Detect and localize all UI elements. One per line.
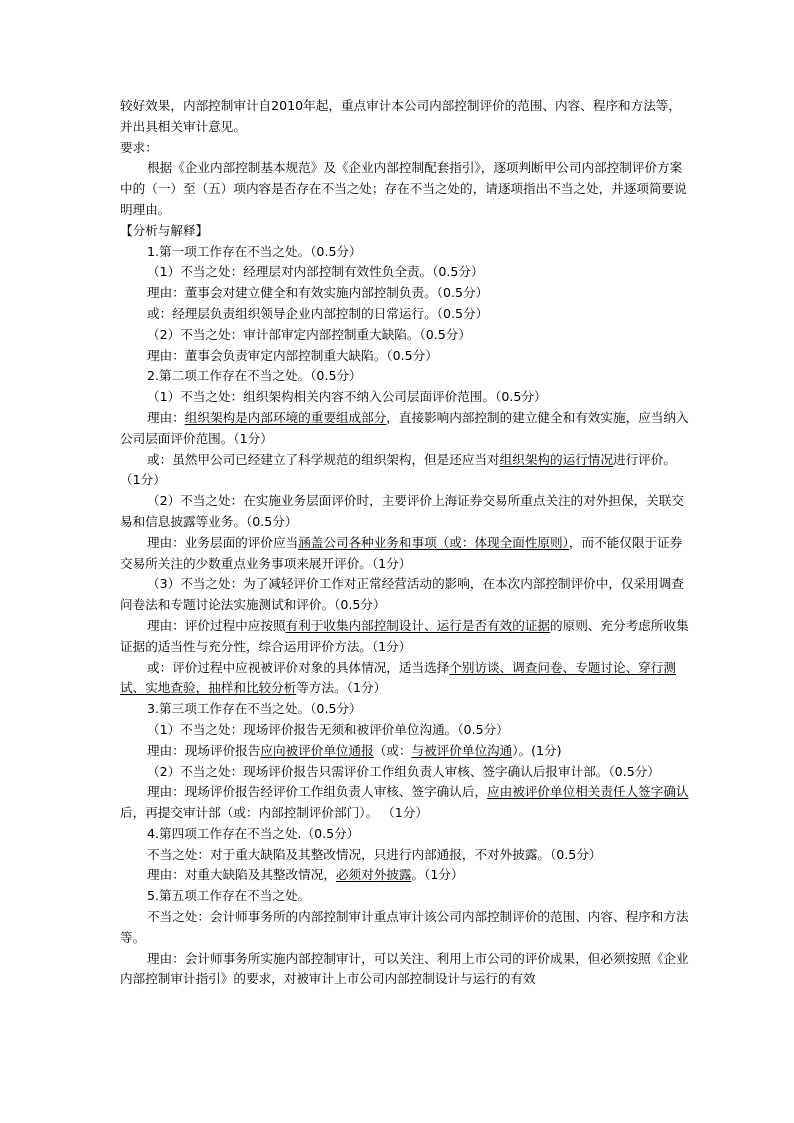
- paragraph-text: 5.第五项工作存在不当之处。: [147, 888, 311, 904]
- underlined-text: 组织架构是内部环境的重要组成部分: [184, 409, 387, 425]
- paragraph-text: 或：虽然甲公司已经建立了科学规范的组织架构，但是还应当对: [147, 451, 500, 467]
- paragraph: [120, 262, 690, 283]
- paragraph: [120, 408, 690, 450]
- paragraph-text: 进行评价。（1分）: [120, 451, 676, 488]
- paragraph-text: （2）不当之处：现场评价报告只需评价工作组负责人审核、签字确认后报审计部。（0.5分）: [147, 763, 660, 779]
- paragraph-text: 不当之处：会计师事务所的内部控制审计重点审计该公司内部控制评价的范围、内容、程序和方法等。: [120, 909, 689, 945]
- paragraph-text: 理由：业务层面的评价应当: [147, 534, 299, 550]
- paragraph: [120, 720, 690, 741]
- paragraph: [120, 242, 690, 263]
- paragraph: [120, 346, 690, 367]
- paragraph-text: ，直接影响内部控制的建立健全和有效实施，应当纳入公司层面评价范围。（1分）: [120, 409, 689, 446]
- paragraph-text: 或：经理层负责组织领导企业内部控制的日常运行。（0.5分）: [147, 305, 489, 321]
- underlined-text: 与被评价单位沟通: [411, 742, 513, 758]
- paragraph-text: ，而不能仅限于证券交易所关注的少数重点业务事项来展开评价。（1分）: [120, 534, 683, 571]
- paragraph: [120, 491, 690, 533]
- paragraph: [120, 450, 690, 492]
- underlined-text: 个别访谈、调查问卷、专题讨论、穿行测试、实地查验，抽样和比较分析: [120, 659, 676, 696]
- underlined-text: 应由被评价单位相关责任人签字确认: [487, 784, 689, 800]
- paragraph: [120, 616, 690, 658]
- paragraph-text: 理由：对重大缺陷及其整改情况，: [147, 867, 336, 883]
- paragraph: [120, 845, 690, 866]
- paragraph: [120, 782, 690, 824]
- paragraph-text: 理由：董事会负责审定内部控制重大缺陷。（0.5分）: [147, 347, 438, 363]
- paragraph: [120, 366, 690, 387]
- paragraph-text: 的原则、充分考虑所收集证据的适当性与充分性，综合运用评价方法。（1分）: [120, 617, 689, 654]
- paragraph-text: （2）不当之处：在实施业务层面评价时，主要评价上海证券交易所重点关注的对外担保，关联交易和信息披露等业务。（0.5分）: [120, 493, 684, 529]
- paragraph: [120, 574, 690, 616]
- paragraph: [120, 96, 690, 138]
- paragraph-text: ）。(1分): [512, 742, 562, 758]
- underlined-text: 必须对外披露: [335, 867, 412, 883]
- underlined-text: 有利于收集内部控制设计、运行是否有效的证据: [285, 617, 550, 633]
- paragraph-text: 不当之处：对于重大缺陷及其整改情况，只进行内部通报，不对外披露。（0.5分）: [147, 846, 602, 862]
- paragraph-text: （2）不当之处：审计部审定内部控制重大缺陷。（0.5分）: [147, 326, 471, 342]
- paragraph: [120, 221, 690, 242]
- paragraph: [120, 699, 690, 720]
- paragraph-text: 根据《企业内部控制基本规范》及《企业内部控制配套指引》，逐项判断甲公司内部控制评价方案中的（一）至（五）项内容是否存在不当之处；存在不当之处的，请逐项指出不当之处，并逐项简要说明理由。: [120, 160, 687, 217]
- paragraph-text: 要求：: [120, 139, 158, 155]
- paragraph: [120, 533, 690, 575]
- paragraph-text: 理由：会计师事务所实施内部控制审计，可以关注、利用上市公司的评价成果，但必须按照《企业内部控制审计指引》的要求，对被审计上市公司内部控制设计与运行的有效: [120, 950, 689, 987]
- paragraph-text: 理由：评价过程中应按照: [147, 617, 286, 633]
- paragraph: [120, 907, 690, 949]
- paragraph-text: 3.第三项工作存在不当之处。（0.5分）: [147, 701, 362, 717]
- paragraph: [120, 886, 690, 907]
- paragraph: [120, 824, 690, 845]
- paragraph-text: 。（1分）: [411, 867, 464, 883]
- paragraph-text: 【分析与解释】: [120, 222, 209, 238]
- paragraph-text: 较好效果，内部控制审计自2010年起，重点审计本公司内部控制评价的范围、内容、程序和方法等，并出具相关审计意见。: [120, 98, 681, 134]
- paragraph-text: 理由：现场评价报告经评价工作组负责人审核、签字确认后，: [147, 784, 488, 800]
- paragraph: [120, 325, 690, 346]
- paragraph-text: 等方法。（1分）: [296, 680, 387, 696]
- paragraph: [120, 158, 690, 220]
- paragraph-text: 理由：: [147, 409, 185, 425]
- paragraph-text: （3）不当之处：为了减轻评价工作对正常经营活动的影响，在本次内部控制评价中，仅采用调查问卷法和专题讨论法实施测试和评价。（0.5分）: [120, 576, 684, 613]
- paragraph-text: 或：评价过程中应视被评价对象的具体情况，适当选择: [147, 659, 450, 675]
- document-body: [120, 96, 690, 990]
- paragraph: [120, 138, 690, 159]
- underlined-text: 涵盖公司各种业务和事项（或：体现全面性原则）: [298, 534, 569, 550]
- paragraph: [120, 387, 690, 408]
- paragraph: [120, 949, 690, 991]
- underlined-text: 应向被评价单位通报: [260, 742, 374, 758]
- paragraph: [120, 283, 690, 304]
- paragraph-text: 理由：现场评价报告: [147, 742, 261, 758]
- paragraph-text: 4.第四项工作存在不当之处.（0.5分）: [147, 825, 360, 841]
- paragraph-text: 后，再提交审计部（或：内部控制评价部门）。 （1分）: [120, 805, 428, 821]
- paragraph-text: （1）不当之处：组织架构相关内容不纳入公司层面评价范围。（0.5分）: [147, 389, 547, 405]
- paragraph: [120, 741, 690, 762]
- paragraph-text: （1）不当之处：现场评价报告无须和被评价单位沟通。（0.5分）: [147, 721, 509, 737]
- paragraph-text: （1）不当之处：经理层对内部控制有效性负全责。（0.5分）: [147, 264, 484, 280]
- paragraph-text: （或：: [373, 742, 412, 758]
- paragraph-text: 2.第二项工作存在不当之处。（0.5分）: [147, 368, 362, 384]
- paragraph-text: 1.第一项工作存在不当之处。（0.5分）: [147, 243, 362, 259]
- paragraph: [120, 658, 690, 700]
- paragraph: [120, 762, 690, 783]
- paragraph: [120, 304, 690, 325]
- paragraph: [120, 865, 690, 886]
- underlined-text: 组织架构的运行情况: [499, 451, 613, 467]
- paragraph-text: 理由：董事会对建立健全和有效实施内部控制负责。（0.5分）: [147, 285, 489, 301]
